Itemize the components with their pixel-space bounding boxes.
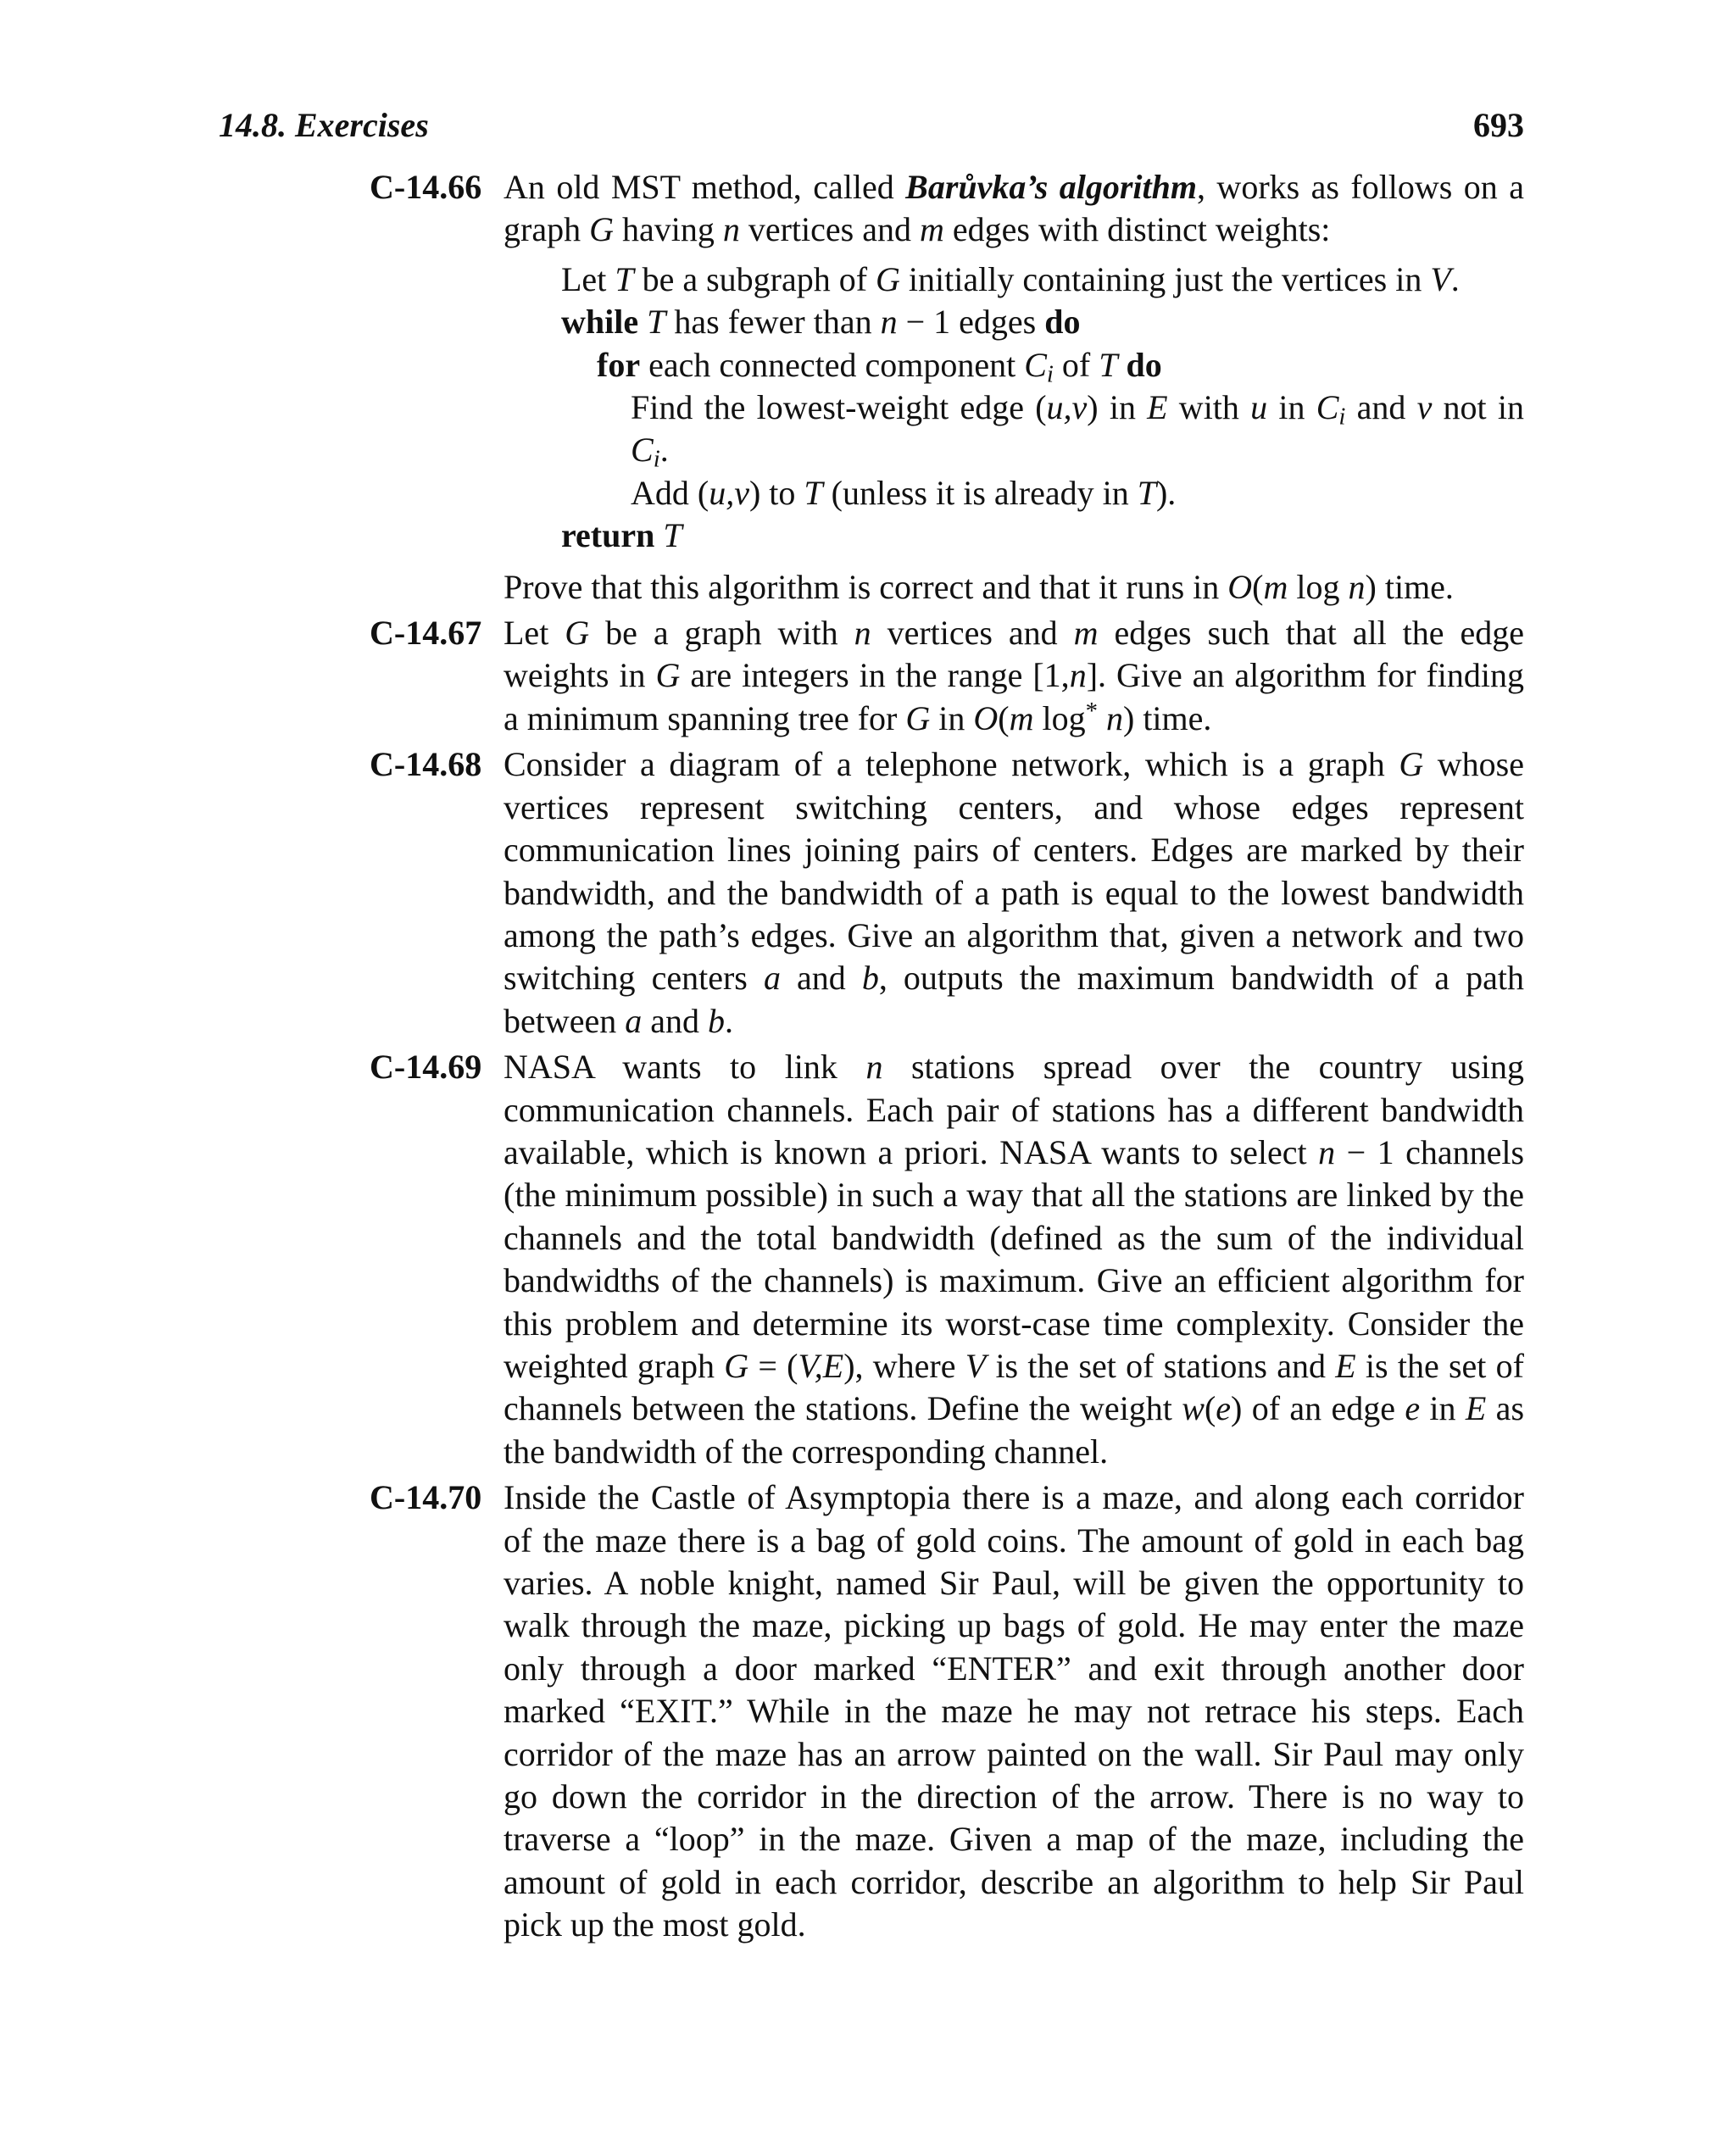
page-number: 693 [1473,106,1524,144]
exercise-text: Inside the Castle of Asymptopia there is a maze, and along each corridor of the maze there is a bag of gold coins. The amount of gold in each bag varies. A noble knight, named Sir Paul, will be given the opportunity to walk through the maze, picking up bags of gold. He may enter the maze only through a door marked “ENTER” and exit through another door marked “EXIT.” While in the maze he may not retrace his steps. Each corridor of the maze has an arrow painted on the wall. Sir Paul may only go down the corridor in the direction of the arrow. There is no way to traverse a “loop” in the maze. Given a map of the maze, including the amount of gold in each corridor, describe an algorithm to help Sir Paul pick up the most gold. [504,1478,1524,1944]
exercise-list [370,166,1524,1947]
exercise-label: C-14.68 [370,745,482,784]
exercise-c-14-67 [370,612,1524,740]
exercise-intro: An old MST method, called Barůvka’s algorithm, works as follows on a graph G having n vertices and m edges with distinct weights: [504,168,1524,249]
pseudocode-line: Find the lowest-weight edge (u,v) in E with u in $C_i$ and v not in $C_i$. [631,388,1524,473]
exercise-text: Consider a diagram of a telephone network, which is a graph G whose vertices represent switching centers, and whose edges represent communication lines joining pairs of centers. Edges are marked by their bandwidth, and the bandwidth of a path is equal to the lowest bandwidth among the path’s edges. Give an algorithm that, given a network and two switching centers a and b, outputs the maximum bandwidth of a path between a and b. [504,745,1524,1040]
exercise-label: C-14.67 [370,614,482,653]
exercise-label: C-14.70 [370,1478,482,1517]
pseudocode-line: Add (u,v) to T (unless it is already in T). [631,473,1177,512]
exercise-c-14-66 [370,166,1524,609]
pseudocode-line: Let T be a subgraph of G initially containing just the vertices in V. [561,259,1460,298]
pseudocode-line: return T [561,516,682,555]
running-header [219,100,1524,151]
exercise-label: C-14.69 [370,1048,482,1087]
algorithm-pseudocode [504,259,1524,558]
pseudocode-line: for each connected component $C_i$ of T do [597,345,1162,387]
exercise-label: C-14.66 [370,168,482,206]
pseudocode-line: while T has fewer than n − 1 edges do [561,303,1081,342]
exercise-c-14-68 [370,743,1524,1043]
exercise-outro: Prove that this algorithm is correct and that it runs in O(m log n) time. [504,567,1454,606]
exercise-c-14-70 [370,1476,1524,1946]
exercise-text: NASA wants to link n stations spread over the country using communication channels. Each pair of stations has a different bandwidth available, which is known a priori. NASA wants to select n − 1 channels (the minimum possible) in such a way that all the stations are linked by the channels and the total bandwidth (defined as the sum of the individual bandwidths of the channels) is maximum. Give an efficient algorithm for this problem and determine its worst-case time complexity. Consider the weighted graph G = (V,E), where V is the set of stations and E is the set of channels between the stations. Define the weight w(e) of an edge e in E as the bandwidth of the corresponding channel. [504,1048,1525,1471]
section-title: 14.8. Exercises [219,106,429,144]
exercise-c-14-69 [370,1046,1524,1473]
exercise-text [504,166,1524,609]
exercise-text: Let G be a graph with n vertices and m edges such that all the edge weights in G are integers in the range [1,n]. Give an algorithm for finding a minimum spanning tree for G in O(m log* n) time. [504,614,1525,737]
algorithm-name: Barůvka’s algorithm [905,168,1197,206]
